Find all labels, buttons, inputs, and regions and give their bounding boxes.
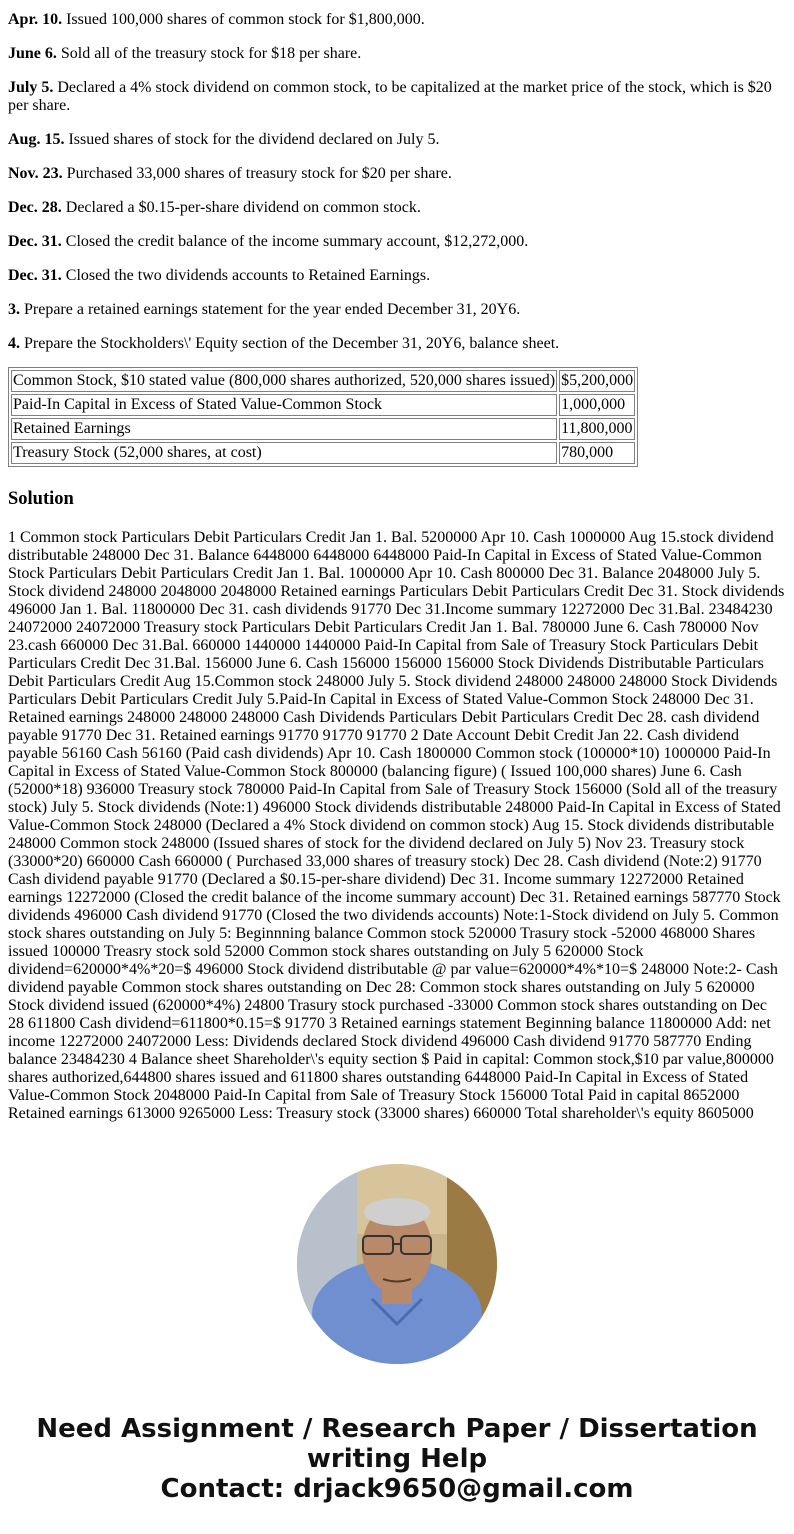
promo-line-2: writing Help [306,1444,488,1474]
entry-date: Dec. 31. [8,267,62,284]
table-row [11,394,635,416]
table-cell-label: Paid-In Capital in Excess of Stated Value-Common Stock [11,394,557,416]
transaction-entry [8,199,786,217]
transaction-entry [8,11,786,29]
document-body [0,11,794,1123]
task-text: Prepare the Stockholders\' Equity section of the December 31, 20Y6, balance sheet. [20,335,560,352]
transaction-entry [8,131,786,149]
entry-text: Declared a $0.15-per-share dividend on common stock. [61,199,421,216]
entry-text: Purchased 33,000 shares of treasury stock for $20 per share. [62,165,452,182]
promo-contact[interactable]: Contact: drjack9650@gmail.com [160,1474,634,1504]
entry-text: Sold all of the treasury stock for $18 per share. [56,45,362,62]
transaction-entry [8,267,786,285]
entry-date: Aug. 15. [8,131,65,148]
entry-date: Apr. 10. [8,11,63,28]
solution-heading: Solution [8,489,74,509]
entry-date: July 5. [8,79,54,96]
entry-date: Dec. 28. [8,199,62,216]
solution-text: 1 Common stock Particulars Debit Particulars Credit Jan 1. Bal. 5200000 Apr 10. Cash 1000000 Aug 15.stock dividend distributable 248000 Dec 31. Balance 6448000 6448000 6448000 Paid-In Capital in Excess of Stated Value-Common Stock Particulars Debit Particulars Credit Jan 1. Bal. 1000000 Apr 10. Cash 800000 Dec 31. Balance 2048000 July 5. Stock dividend 248000 2048000 2048000 Retained earnings Particulars Debit Particulars Credit Dec 31. Stock dividends 496000 Jan 1. Bal. 11800000 Dec 31. cash dividends 91770 Dec 31.Income summary 12272000 Dec 31.Bal. 23484230 24072000 24072000 Treasury stock Particulars Debit Particulars Credit Jan 1. Bal. 780000 June 6. Cash 780000 Nov 23.cash 660000 Dec 31.Bal. 660000 1440000 1440000 Paid-In Capital from Sale of Treasury Stock Particulars Debit Particulars Credit Dec 31.Bal. 156000 June 6. Cash 156000 156000 156000 Stock Dividends Distributable Particulars Debit Particulars Credit Aug 15.Common stock 248000 July 5. Stock dividend 248000 248000 248000 Stock Dividends Particulars Debit Particulars Credit July 5.Paid-In Capital in Excess of Stated Value-Common Stock 248000 Dec 31. Retained earnings 248000 248000 248000 Cash Dividends Particulars Debit Particulars Credit Dec 28. cash dividend payable 91770 Dec 31. Retained earnings 91770 91770 91770 2 Date Account Debit Credit Jan 22. Cash dividend payable 56160 Cash 56160 (Paid cash dividends) Apr 10. Cash 1800000 Common stock (100000*10) 1000000 Paid-In Capital in Excess of Stated Value-Common Stock 800000 (balancing figure) ( Issued 100,000 shares) June 6. Cash (52000*18) 936000 Treasury stock 780000 Paid-In Capital from Sale of Treasury Stock 156000 (Sold all of the treasury stock) July 5. Stock dividends (Note:1) 496000 Stock dividends distributable 248000 Paid-In Capital in Excess of Stated Value-Common Stock 248000 (Declared a 4% Stock dividend on common stock) Aug 15. Stock dividends distributable 248000 Common stock 248000 (Issued shares of stock for the dividend declared on July 5) Nov 23. Treasury stock (33000*20) 660000 Cash 660000 ( Purchased 33,000 shares of treasury stock) Dec 28. Cash dividend (Note:2) 91770 Cash dividend payable 91770 (Declared a $0.15-per-share dividend) Dec 31. Income summary 12272000 Retained earnings 12272000 (Closed the credit balance of the income summary account) Dec 31. Retained earnings 587770 Stock dividends 496000 Cash dividend 91770 (Closed the two dividends accounts) Note:1-Stock dividend on July 5. Common stock shares outstanding on July 5: Beginnning balance Common stock 520000 Trasury stock -52000 468000 Shares issued 100000 Treasry stock sold 52000 Common stock shares outstanding on July 5 620000 Stock dividend=620000*4%*20=$ 496000 Stock dividend distributable @ par value=620000*4%*10=$ 248000 Note:2- Cash dividend payable Common stock shares outstanding on Dec 28: Common stock shares outstanding on July 5 620000 Stock dividend issued (620000*4%) 24800 Trasury stock purchased -33000 Common stock shares outstanding on Dec 28 611800 Cash dividend=611800*0.15=$ 91770 3 Retained earnings statement Beginning balance 11800000 Add: net income 12272000 24072000 Less: Dividends declared Stock dividend 496000 Cash dividend 91770 587770 Ending balance 23484230 4 Balance sheet Shareholder\'s equity section $ Paid in capital: Common stock,$10 par value,800000 shares authorized,644800 shares issued and 611800 shares outstanding 6448000 Paid-In Capital in Excess of Stated Value-Common Stock 2048000 Paid-In Capital from Sale of Treasury Stock 156000 Total Paid in capital 8652000 Retained earnings 613000 9265000 Less: Treasury stock (33000 shares) 660000 Total shareholder\'s equity 8605000 [8,529,785,1122]
table-row [11,442,635,464]
entry-date: Nov. 23. [8,165,63,182]
table-row [11,370,635,392]
task-text: Prepare a retained earnings statement for the year ended December 31, 20Y6. [20,301,521,318]
table-cell-label: Retained Earnings [11,418,557,440]
transaction-entry [8,45,786,63]
task-item [8,335,786,353]
transaction-entry [8,165,786,183]
entry-text: Closed the credit balance of the income summary account, $12,272,000. [61,233,529,250]
entry-text: Declared a 4% stock dividend on common stock, to be capitalized at the market price of the stock, which is $20 per share. [8,79,772,114]
table-cell-label: Treasury Stock (52,000 shares, at cost) [11,442,557,464]
task-item [8,301,786,319]
transaction-entry [8,79,786,115]
entry-text: Issued shares of stock for the dividend declared on July 5. [64,131,440,148]
table-cell-value: 11,800,000 [559,418,635,440]
promo-banner [0,1414,794,1504]
task-number: 3. [8,301,20,318]
transaction-entry [8,233,786,251]
table-cell-value: $5,200,000 [559,370,635,392]
table-cell-label: Common Stock, $10 stated value (800,000 shares authorized, 520,000 shares issued) [11,370,557,392]
avatar-portrait [297,1164,497,1364]
table-cell-value: 780,000 [559,442,635,464]
entry-text: Closed the two dividends accounts to Retained Earnings. [61,267,431,284]
task-number: 4. [8,335,20,352]
avatar [297,1164,497,1364]
entry-text: Issued 100,000 shares of common stock for $1,800,000. [62,11,425,28]
table-cell-value: 1,000,000 [559,394,635,416]
entry-date: Dec. 31. [8,233,62,250]
entry-date: June 6. [8,45,57,62]
promo-line-1: Need Assignment / Research Paper / Dissertation [36,1414,758,1444]
equity-balances-table [8,367,638,467]
table-row [11,418,635,440]
